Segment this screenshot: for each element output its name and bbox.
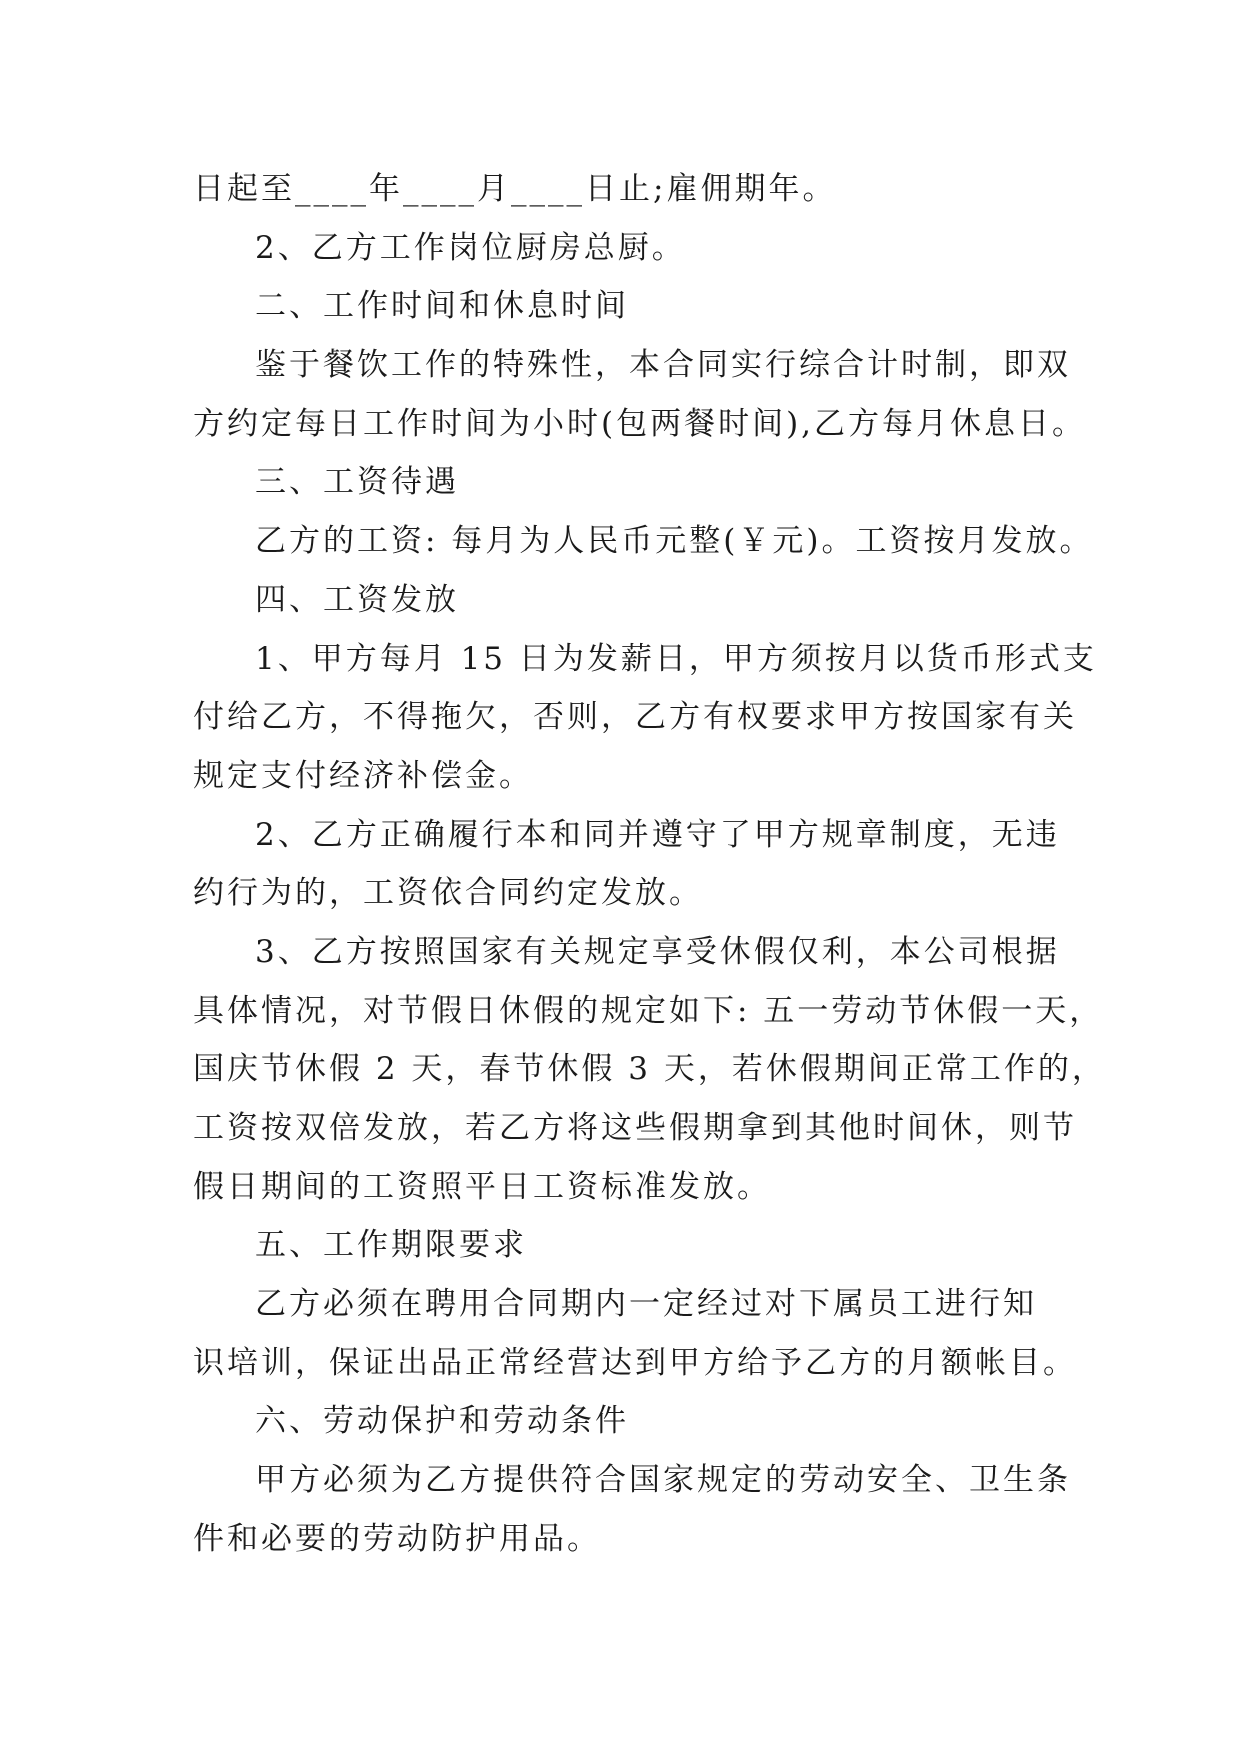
text-line: 乙方必须在聘用合同期内一定经过对下属员工进行知: [255, 1286, 1037, 1323]
text-line: 具体情况，对节假日休假的规定如下: 五一劳动节休假一天，: [193, 992, 1104, 1029]
text-line: 甲方必须为乙方提供符合国家规定的劳动安全、卫生条: [255, 1462, 1071, 1499]
text-line: 鉴于餐饮工作的特殊性，本合同实行综合计时制，即双: [255, 347, 1071, 384]
text-line: 件和必要的劳动防护用品。: [193, 1520, 601, 1557]
text-line: 日起至____年____月____日止;雇佣期年。: [193, 171, 837, 207]
text-line: 工资按双倍发放，若乙方将这些假期拿到其他时间休，则节: [193, 1110, 1077, 1146]
text-line: 方约定每日工作时间为小时(包两餐时间),乙方每月休息日。: [193, 405, 1087, 442]
section-heading: 二、工作时间和休息时间: [255, 288, 629, 325]
text-line: 2、乙方工作岗位厨房总厨。: [255, 229, 686, 266]
text-line: 约行为的，工资依合同约定发放。: [193, 875, 703, 912]
text-line: 2、乙方正确履行本和同并遵守了甲方规章制度，无违: [255, 816, 1060, 853]
text-line: 规定支付经济补偿金。: [193, 757, 533, 794]
text-line: 识培训，保证出品正常经营达到甲方给予乙方的月额帐目。: [193, 1344, 1077, 1381]
text-line: 假日期间的工资照平日工资标准发放。: [193, 1168, 771, 1205]
section-heading: 三、工资待遇: [255, 464, 459, 501]
section-heading: 六、劳动保护和劳动条件: [255, 1403, 629, 1440]
text-line: 1、甲方每月 15 日为发薪日，甲方须按月以货币形式支: [255, 640, 1097, 677]
text-line: 乙方的工资: 每月为人民币元整(￥元)。工资按月发放。: [255, 523, 1094, 560]
text-line: 付给乙方，不得拖欠，否则，乙方有权要求甲方按国家有关: [193, 699, 1077, 736]
section-heading: 四、工资发放: [255, 581, 459, 618]
document-body: [193, 160, 1106, 1569]
section-heading: 五、工作期限要求: [255, 1227, 527, 1264]
text-line: 3、乙方按照国家有关规定享受休假仅利，本公司根据: [255, 933, 1060, 970]
text-line: 国庆节休假 2 天，春节休假 3 天，若休假期间正常工作的，: [193, 1051, 1106, 1088]
